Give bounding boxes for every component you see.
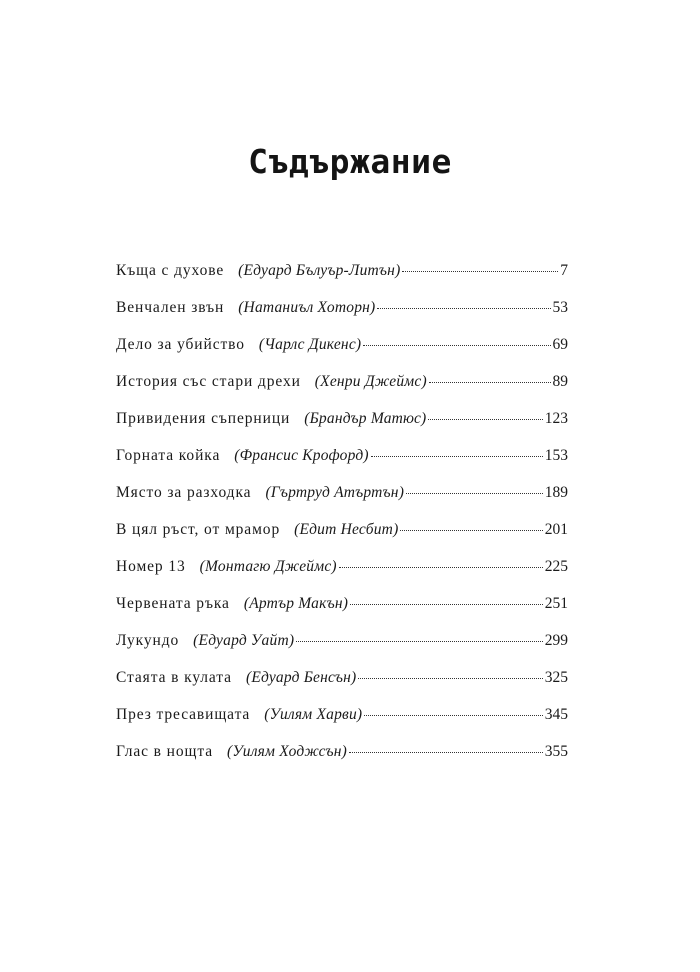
dot-leader: [339, 567, 543, 568]
story-title: Червената ръка: [116, 595, 230, 612]
page-number: 89: [552, 373, 568, 390]
page-number: 69: [552, 336, 568, 353]
page-title: Съдържание: [248, 142, 452, 181]
dot-leader: [363, 345, 550, 346]
story-title: Къща с духове: [116, 262, 225, 279]
author-name: (Гъртруд Атъртън): [265, 484, 405, 501]
story-title: Стаята в кулата: [116, 669, 232, 686]
story-title: История със стари дрехи: [116, 373, 301, 390]
page-number: 201: [544, 521, 568, 538]
page-number: 355: [544, 743, 568, 760]
page-number: 225: [544, 558, 568, 575]
toc-entry: [116, 706, 568, 743]
toc-entry: [116, 262, 568, 299]
story-title: През тресавищата: [116, 706, 251, 723]
page-number: 325: [544, 669, 568, 686]
author-name: (Хенри Джеймс): [314, 373, 427, 390]
story-title: Лукундо: [116, 632, 180, 649]
page-number: 7: [560, 262, 568, 279]
page-number: 123: [544, 410, 568, 427]
story-title: Номер 13: [116, 558, 186, 575]
page-number: 345: [544, 706, 568, 723]
toc-entry: [116, 299, 568, 336]
toc-entry: [116, 743, 568, 780]
toc-entry: [116, 336, 568, 373]
story-title: Глас в нощта: [116, 743, 213, 760]
story-title: Венчален звън: [116, 299, 225, 316]
page-number: 251: [544, 595, 568, 612]
toc-entry: [116, 484, 568, 521]
dot-leader: [371, 456, 543, 457]
author-name: (Едуард Бълуър-Литън): [238, 262, 401, 279]
author-name: (Артър Макън): [243, 595, 349, 612]
dot-leader: [429, 382, 551, 383]
author-name: (Чарлс Дикенс): [258, 336, 362, 353]
toc-entry: [116, 521, 568, 558]
author-name: (Натаниъл Хоторн): [238, 299, 376, 316]
toc-entry: [116, 558, 568, 595]
page-number: 299: [544, 632, 568, 649]
dot-leader: [402, 271, 558, 272]
dot-leader: [406, 493, 543, 494]
dot-leader: [358, 678, 542, 679]
author-name: (Франсис Крофорд): [234, 447, 369, 464]
author-name: (Едуард Уайт): [193, 632, 295, 649]
story-title: Място за разходка: [116, 484, 252, 501]
toc-entry: [116, 632, 568, 669]
dot-leader: [350, 604, 543, 605]
author-name: (Уилям Ходжсън): [226, 743, 347, 760]
story-title: Привидения съперници: [116, 410, 291, 427]
dot-leader: [349, 752, 543, 753]
story-title: Горната койка: [116, 447, 221, 464]
toc-entry: [116, 410, 568, 447]
toc-entry: [116, 373, 568, 410]
author-name: (Монтагю Джеймс): [199, 558, 337, 575]
dot-leader: [296, 641, 543, 642]
author-name: (Уилям Харви): [264, 706, 363, 723]
toc-entry: [116, 595, 568, 632]
author-name: (Брандър Матюс): [304, 410, 427, 427]
dot-leader: [428, 419, 542, 420]
page-number: 53: [552, 299, 568, 316]
toc-entry: [116, 669, 568, 706]
page-number: 189: [544, 484, 568, 501]
dot-leader: [377, 308, 550, 309]
story-title: В цял ръст, от мрамор: [116, 521, 281, 538]
dot-leader: [364, 715, 542, 716]
table-of-contents: [116, 262, 568, 780]
page-number: 153: [544, 447, 568, 464]
story-title: Дело за убийство: [116, 336, 245, 353]
author-name: (Едуард Бенсън): [245, 669, 357, 686]
dot-leader: [400, 530, 542, 531]
toc-entry: [116, 447, 568, 484]
author-name: (Едит Несбит): [294, 521, 399, 538]
